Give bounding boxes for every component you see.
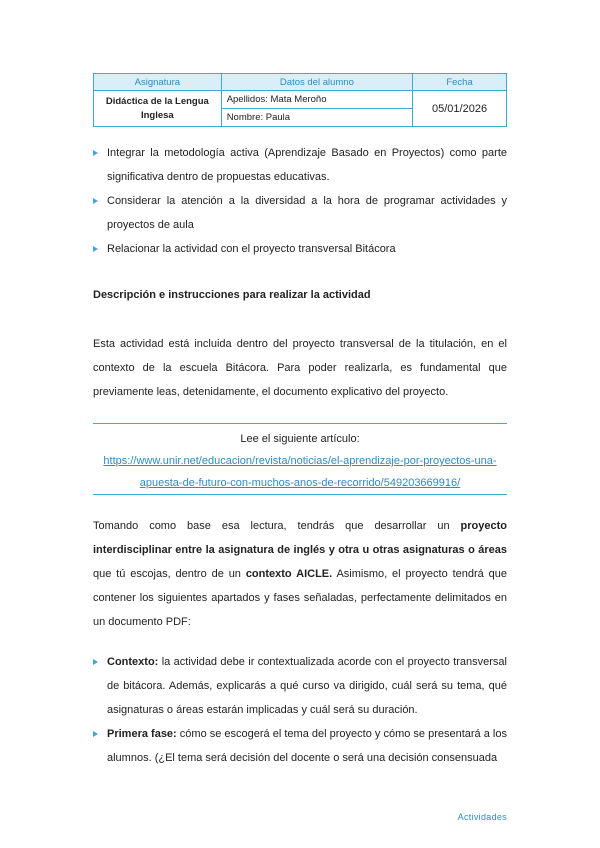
article-label: Lee el siguiente artículo:: [240, 433, 360, 445]
list-item: Relacionar la actividad con el proyecto transversal Bitácora: [93, 237, 507, 261]
name-cell: Nombre: Paula: [221, 109, 412, 127]
list-item: Integrar la metodología activa (Aprendizaje Basado en Proyectos) como parte significativa dentro de propuestas educativas.: [93, 141, 507, 189]
subject-line-1: Didáctica de la Lengua: [105, 95, 209, 107]
list-item: Primera fase: cómo se escogerá el tema del proyecto y cómo se presentará a los alumnos. (¿El tema será decisión del docente o será una decisión consensuada: [93, 722, 507, 770]
triangle-bullet-icon: [93, 150, 98, 156]
header-col-date: Fecha: [413, 74, 507, 91]
surname-cell: Apellidos: Mata Meroño: [221, 91, 412, 109]
triangle-bullet-icon: [93, 731, 98, 737]
list-item: Considerar la atención a la diversidad a la hora de programar actividades y proyectos de aula: [93, 189, 507, 237]
article-box: [93, 423, 507, 495]
paragraph-2: Tomando como base esa lectura, tendrás que desarrollar un proyecto interdisciplinar entre la asignatura de inglés y otra u otras asignaturas o áreas que tú escojas, dentro de un contexto AICLE. Asimismo, el proyecto tendrá que contener los siguientes apartados y fases señaladas, perfectamente delimitados en un documento PDF:: [93, 520, 507, 628]
triangle-bullet-icon: [93, 659, 98, 665]
header-col-student: Datos del alumno: [221, 74, 412, 91]
article-link-line-2[interactable]: apuesta-de-futuro-con-muchos-anos-de-recorrido/549203669916/: [139, 477, 461, 489]
article-link-line-1[interactable]: https://www.unir.net/educacion/revista/noticias/el-aprendizaje-por-proyectos-una-: [103, 455, 497, 467]
triangle-bullet-icon: [93, 246, 98, 252]
list-item: Contexto: la actividad debe ir contextualizada acorde con el proyecto transversal de bitácora. Además, explicarás a qué curso va dirigido, cuál será su tema, qué asignaturas o áreas estarán implicadas y cuál será su duración.: [93, 650, 507, 722]
triangle-bullet-icon: [93, 198, 98, 204]
intro-bullet-list: [93, 141, 507, 261]
subject-line-2: Inglesa: [140, 109, 174, 121]
phase-bullet-list: [93, 650, 507, 770]
date-cell: 05/01/2026: [413, 91, 507, 127]
section-heading: Descripción e instrucciones para realizar la actividad: [93, 289, 371, 301]
footer-label: Actividades: [457, 812, 507, 822]
header-table: [93, 73, 507, 127]
subject-cell: [94, 91, 222, 127]
header-col-subject: Asignatura: [94, 74, 222, 91]
paragraph-1: Esta actividad está incluida dentro del proyecto transversal de la titulación, en el contexto de la escuela Bitácora. Para poder realizarla, es fundamental que previamente leas, detenidamente, el documento explicativo del proyecto.: [93, 338, 507, 398]
